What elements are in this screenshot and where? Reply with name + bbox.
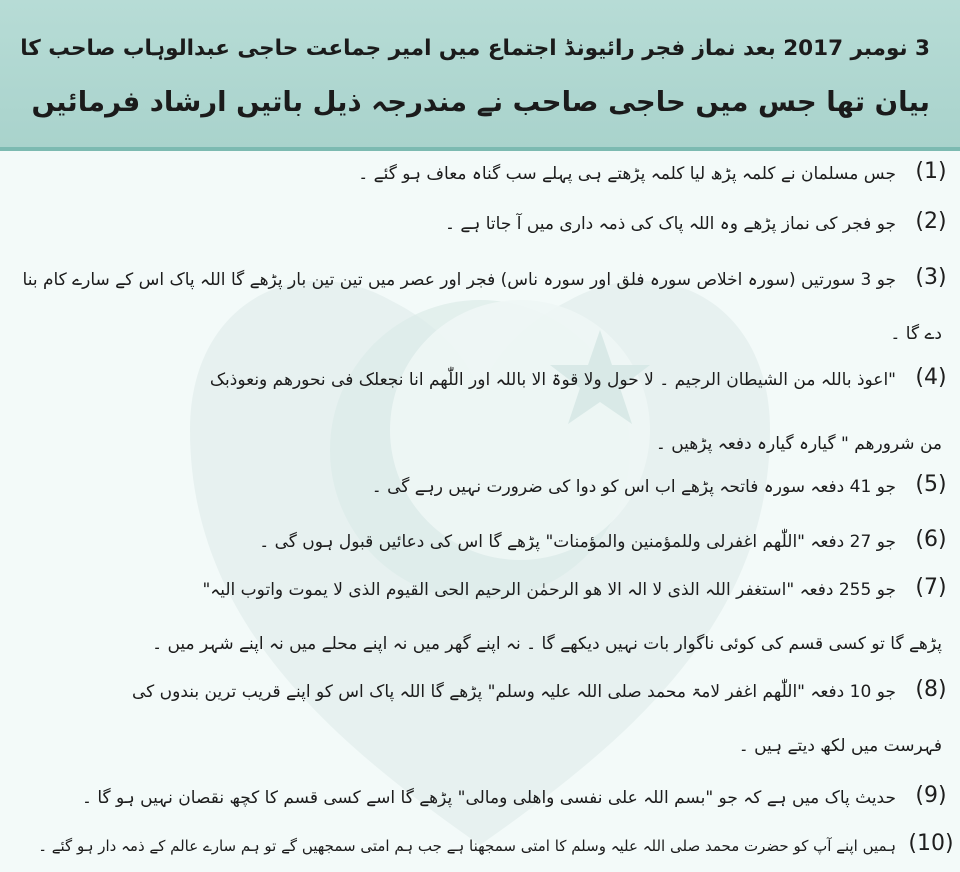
header-title-line2: بیان تھا جس میں حاجی صاحب نے مندرجہ ذیل باتیں ارشاد فرمائیں xyxy=(31,86,930,118)
item-text: جو 41 دفعہ سورہ فاتحہ پڑھے اب اس کو دوا کی ضرورت نہیں رہے گی ۔ xyxy=(371,477,896,497)
item-number: (8) xyxy=(915,677,947,702)
item-number: (5) xyxy=(915,472,947,497)
item-text: جو 3 سورتیں (سورہ اخلاص سورہ فلق اور سورہ ناس) فجر اور عصر میں تین تین بار پڑھے گا اللہ پاک اس کے سارے کام بنا xyxy=(22,270,896,290)
list-item xyxy=(10,209,960,242)
item-text: جو 27 دفعہ "اللّٰھم اغفرلی وللمؤمنین والمؤمنات" پڑھے گا اس کی دعائیں قبول ہوں گی ۔ xyxy=(259,532,896,552)
item-text: جس مسلمان نے کلمہ پڑھ لیا کلمہ پڑھتے ہی پہلے سب گناہ معاف ہو گئے ۔ xyxy=(358,164,896,184)
item-number: (1) xyxy=(915,159,947,184)
item-text-continued: دے گا ۔ xyxy=(890,324,942,344)
item-text: جو 10 دفعہ "اللّٰھم اغفر لامۃ محمد صلی اللہ علیہ وسلم" پڑھے گا اللہ پاک اس کو اپنے قریب ترین بندوں کی xyxy=(131,682,896,702)
item-number: (3) xyxy=(915,265,947,290)
item-text-continued: پڑھے گا تو کسی قسم کی کوئی ناگوار بات نہیں دیکھے گا ۔ نہ اپنے گھر میں نہ اپنے محلے میں نہ اپنے شہر میں ۔ xyxy=(152,634,942,654)
item-text: جو فجر کی نماز پڑھے وہ اللہ پاک کی ذمہ داری میں آ جاتا ہے ۔ xyxy=(445,214,896,234)
list-item xyxy=(10,783,960,816)
item-number: (7) xyxy=(915,575,947,600)
item-number: (10) xyxy=(908,831,954,856)
item-text: "اعوذ باللہ من الشیطان الرجیم ۔ لا حول ولا قوۃ الا باللہ اور اللّٰھم انا نجعلک فی نحورھم ونعوذبک xyxy=(209,370,896,390)
item-text: جو 255 دفعہ "استغفر اللہ الذی لا الہ الا ھو الرحمٰن الرحیم الحی القیوم الذی لا یموت واتوب الیہ" xyxy=(202,580,896,600)
list-item xyxy=(10,677,960,760)
list-item xyxy=(10,159,960,192)
list-item xyxy=(10,472,960,505)
points-list xyxy=(0,150,960,872)
item-number: (4) xyxy=(915,365,947,390)
list-item xyxy=(10,527,960,560)
list-item xyxy=(10,365,960,454)
item-number: (9) xyxy=(915,783,947,808)
list-item xyxy=(10,265,960,348)
item-text-continued: من شرورھم " گیارہ گیارہ دفعہ پڑھیں ۔ xyxy=(655,434,942,454)
item-number: (6) xyxy=(915,527,947,552)
header-banner xyxy=(0,0,960,151)
list-item xyxy=(10,575,960,658)
list-item xyxy=(10,831,960,864)
item-text-continued: فہرست میں لکھ دیتے ہیں ۔ xyxy=(738,736,942,756)
header-title-line1: 3 نومبر 2017 بعد نماز فجر رائیونڈ اجتماع میں امیر جماعت حاجی عبدالوہاب صاحب کا xyxy=(20,36,930,61)
item-text: ہمیں اپنے آپ کو حضرت محمد صلی اللہ علیہ وسلم کا امتی سمجھنا ہے جب ہم امتی سمجھیں گے تو ہم سارے عالم کے ذمہ دار ہو گئے ۔ xyxy=(38,837,896,855)
item-number: (2) xyxy=(915,209,947,234)
item-text: حدیث پاک میں ہے کہ جو "بسم اللہ علی نفسی واھلی ومالی" پڑھے گا اسے کسی قسم کا کچھ نقصان نہیں ہو گا ۔ xyxy=(81,788,896,808)
